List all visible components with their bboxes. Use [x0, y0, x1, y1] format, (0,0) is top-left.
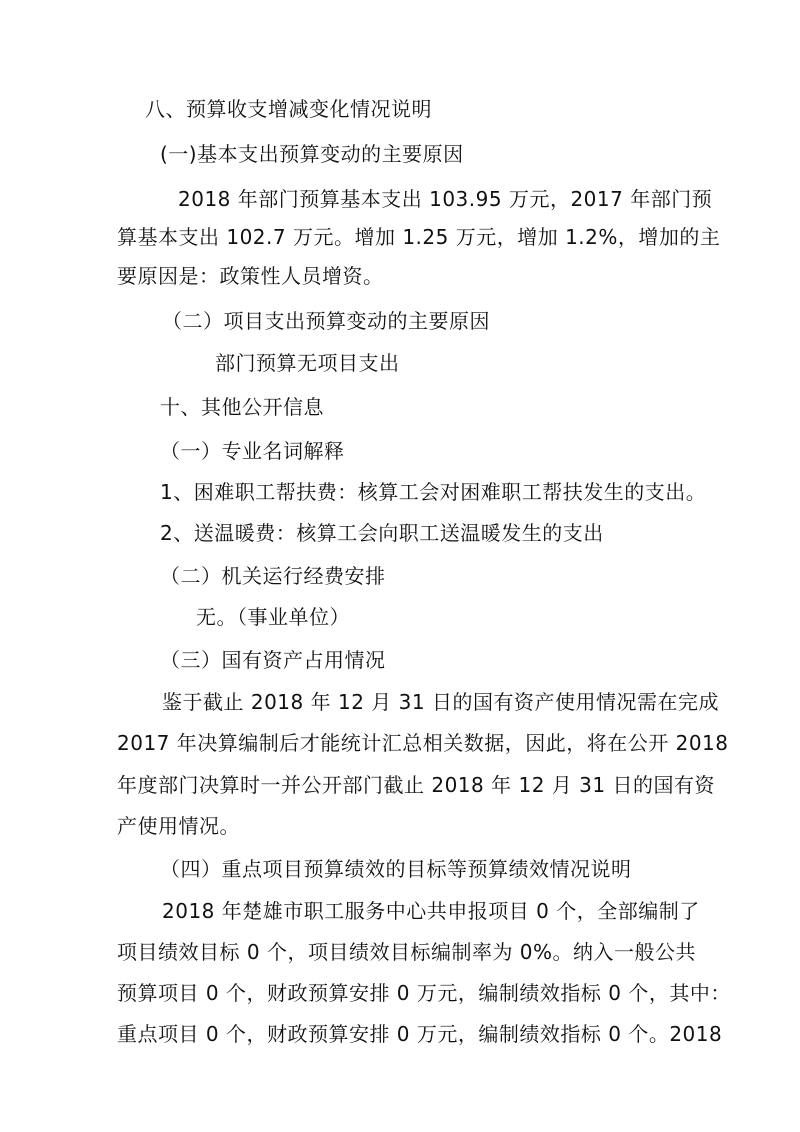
section-10-4-heading: （四）重点项目预算绩效的目标等预算绩效情况说明	[160, 857, 632, 881]
section-10-1-heading: （一）专业名词解释	[160, 439, 345, 463]
paragraph-line: 2017 年决算编制后才能统计汇总相关数据，因此，将在公开 2018	[117, 731, 729, 755]
paragraph-line: 项目绩效目标 0 个，项目绩效目标编制率为 0%。纳入一般公共	[117, 940, 697, 964]
section-10-3-heading: （三）国有资产占用情况	[160, 648, 386, 672]
paragraph-line: 鉴于截止 2018 年 12 月 31 日的国有资产使用情况需在完成	[162, 690, 719, 714]
paragraph-line: 2018 年部门预算基本支出 103.95 万元，2017 年部门预	[178, 187, 713, 211]
list-item: 1、困难职工帮扶费：核算工会对困难职工帮扶发生的支出。	[160, 480, 707, 504]
paragraph-line: 预算项目 0 个，财政预算安排 0 万元，编制绩效指标 0 个，其中：	[117, 981, 731, 1005]
paragraph-line: 2018 年楚雄市职工服务中心共申报项目 0 个，全部编制了	[162, 899, 700, 923]
paragraph-line: 产使用情况。	[117, 814, 240, 838]
paragraph-line: 重点项目 0 个，财政预算安排 0 万元，编制绩效指标 0 个。2018	[117, 1022, 723, 1046]
section-10-heading: 十、其他公开信息	[160, 395, 324, 419]
section-8-heading: 八、预算收支增减变化情况说明	[145, 97, 432, 121]
section-8-1-heading: (一)基本支出预算变动的主要原因	[160, 142, 464, 166]
paragraph-line: 部门预算无项目支出	[215, 351, 400, 375]
list-item: 2、送温暖费：核算工会向职工送温暖发生的支出	[160, 521, 604, 545]
paragraph-line: 无。（事业单位）	[196, 605, 350, 629]
section-8-2-heading: （二）项目支出预算变动的主要原因	[162, 309, 490, 333]
paragraph-line: 算基本支出 102.7 万元。增加 1.25 万元，增加 1.2%，增加的主	[117, 225, 721, 249]
paragraph-line: 要原因是：政策性人员增资。	[117, 264, 384, 288]
paragraph-line: 年度部门决算时一并公开部门截止 2018 年 12 月 31 日的国有资	[117, 773, 715, 797]
section-10-2-heading: （二）机关运行经费安排	[160, 564, 386, 588]
